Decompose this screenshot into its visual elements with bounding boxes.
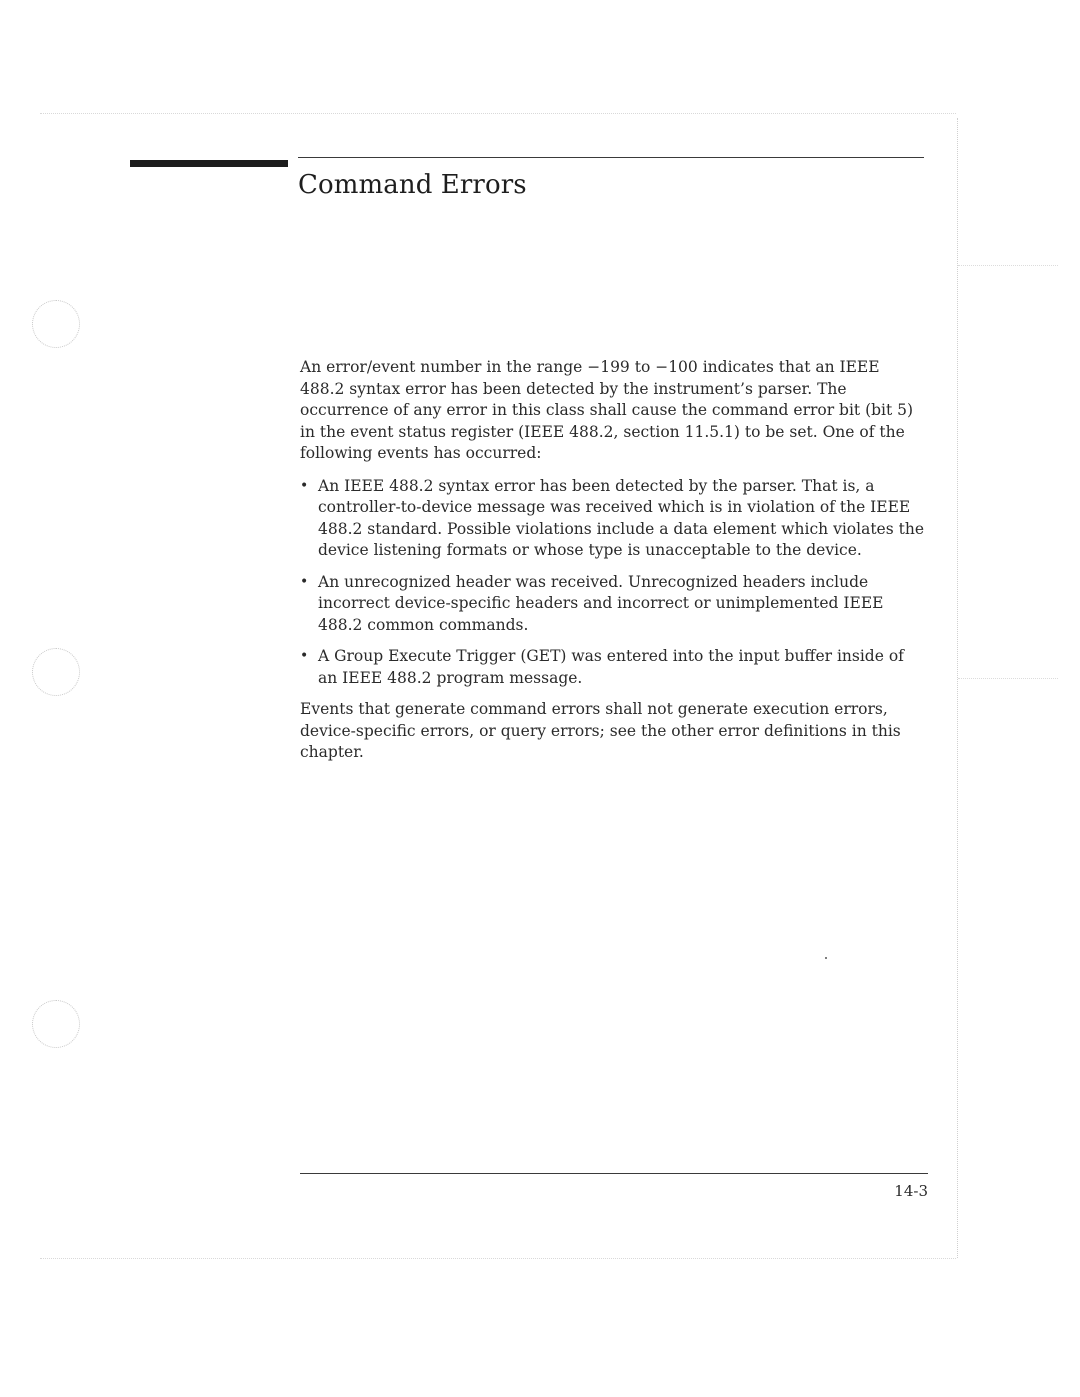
event-list [300, 476, 928, 690]
heading-rule [298, 157, 924, 158]
list-item [300, 646, 928, 689]
list-item [300, 572, 928, 637]
punch-hole [32, 648, 80, 696]
list-item-text: An unrecognized header was received. Unrecognized headers include incorrect device-specific headers and incorrect or unimplemented IEEE 488.2 common commands. [318, 572, 884, 634]
list-item-text: A Group Execute Trigger (GET) was entered into the input buffer inside of an IEEE 488.2 program message. [318, 647, 904, 687]
punch-hole [32, 300, 80, 348]
bullet-icon: • [300, 477, 309, 494]
list-item-text: An IEEE 488.2 syntax error has been detected by the parser. That is, a controller-to-device message was received which is in violation of the IEEE 488.2 standard. Possible violations include a data element which violates the device listening formats or whose type is unacceptable to the device. [318, 476, 924, 559]
page-number: 14-3 [894, 1182, 928, 1200]
heading-bar [130, 160, 288, 167]
punch-hole [32, 1000, 80, 1048]
page-title: Command Errors [298, 170, 527, 200]
intro-paragraph: An error/event number in the range −199 to −100 indicates that an IEEE 488.2 syntax error has been detected by the instrument’s parser. The occurrence of any error in this class shall cause the command error bit (bit 5) in the event status register (IEEE 488.2, section 11.5.1) to be set. One of the following events has occurred: [300, 358, 914, 462]
body-text [300, 357, 928, 764]
bullet-icon: • [300, 573, 309, 590]
scan-trim-line-bottom [40, 1258, 956, 1259]
list-item [300, 476, 928, 562]
scan-trim-line-right [957, 118, 958, 1258]
scan-speck [825, 957, 827, 959]
scan-trim-line-top [40, 113, 956, 114]
footer-rule [300, 1173, 928, 1174]
bullet-icon: • [300, 648, 309, 664]
scan-margin-mark [958, 265, 1058, 266]
closing-paragraph: Events that generate command errors shall not generate execution errors, device-specific errors, or query errors; see the other error definitions in this chapter. [300, 700, 901, 761]
scan-margin-mark [958, 678, 1058, 679]
